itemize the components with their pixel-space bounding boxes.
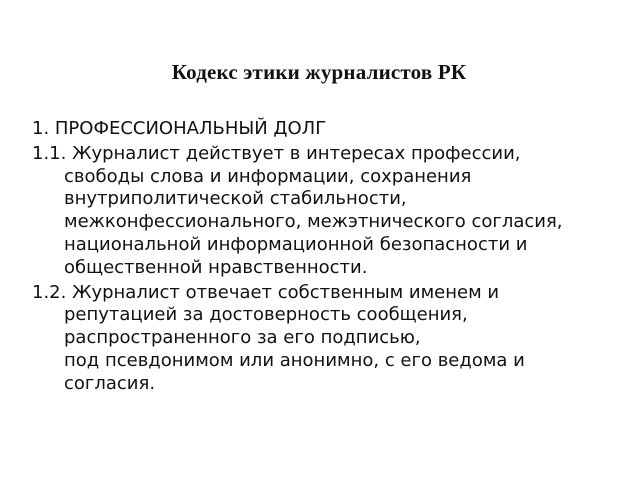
clause-line: 1.1. Журналист действует в интересах профессии, (32, 142, 521, 164)
section-heading: 1. ПРОФЕССИОНАЛЬНЫЙ ДОЛГ (32, 118, 327, 139)
slide-title: Кодекс этики журналистов РК (171, 60, 467, 84)
clause-line: внутриполитической стабильности, (64, 188, 407, 210)
clause-1-1 (32, 143, 622, 280)
clause-1-2 (32, 282, 622, 396)
clause-line: под псевдонимом или анонимно, с его ведома и (64, 349, 525, 371)
clause-line: национальной информационной безопасности и (64, 233, 528, 255)
clause-line: межконфессионального, межэтнического согласия, (64, 211, 563, 233)
clause-line: общественной нравственности. (64, 256, 368, 278)
clause-line: репутацией за достоверность сообщения, (64, 304, 468, 326)
clause-line: свободы слова и информации, сохранения (64, 165, 472, 187)
clause-line: 1.2. Журналист отвечает собственным именем и (32, 281, 500, 303)
slide-content (32, 118, 622, 396)
clause-line: распространенного за его подписью, (64, 327, 421, 349)
clause-line: согласия. (64, 372, 156, 394)
